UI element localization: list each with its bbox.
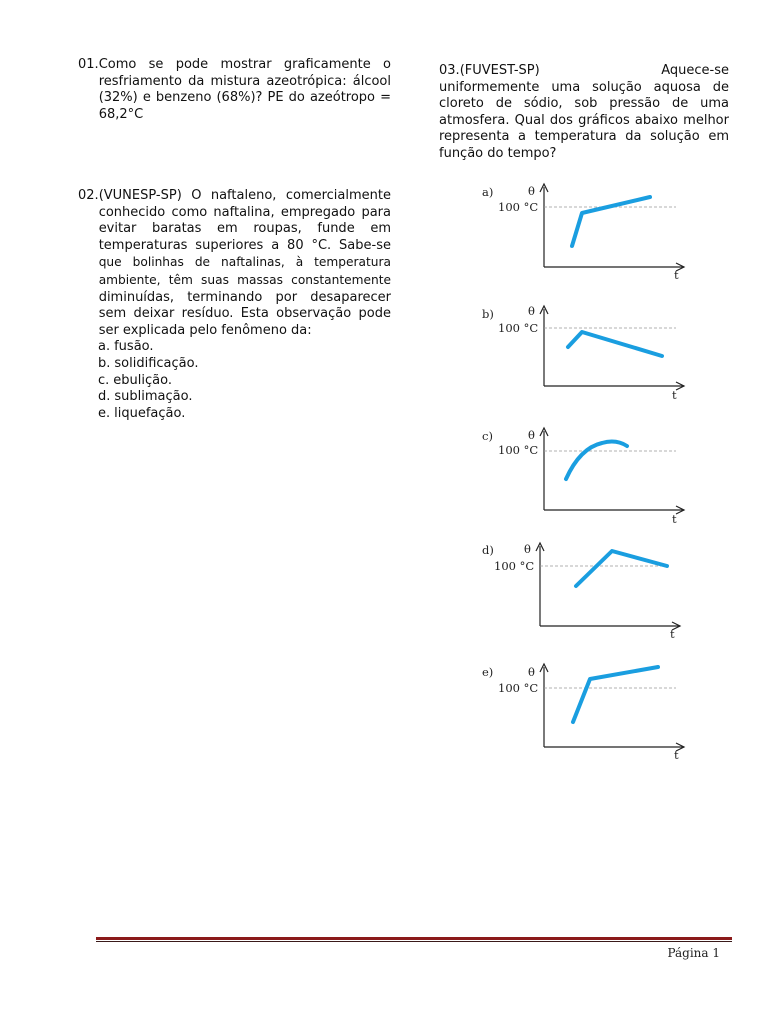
graph-label: c) — [482, 429, 493, 443]
x-axis-label: t — [670, 627, 675, 641]
question-03-text: uniformemente uma solução aquosa de cloreto de sódio, sob pressão de uma atmosfera. Qual dos gráficos abaixo melhor representa a temperatura da solução em função do tempo? — [439, 79, 729, 161]
graph-b — [478, 304, 708, 404]
option-text: fusão. — [114, 339, 154, 355]
option-letter: b. — [98, 355, 111, 371]
temperature-curve — [566, 442, 627, 479]
option-text: ebulição. — [113, 372, 172, 388]
question-01 — [78, 57, 391, 123]
question-02-text-part-3: diminuídas, terminando por desaparecer sem deixar resíduo. Esta observação pode ser explicada pelo fenômeno da: — [98, 289, 391, 338]
y-axis-label: θ — [524, 542, 531, 556]
temperature-curve — [573, 667, 658, 722]
question-03-source: (FUVEST-SP) — [459, 63, 540, 78]
page-number: Página 1 — [667, 946, 720, 960]
reference-label: 100 °C — [498, 443, 539, 457]
graph-label: a) — [482, 185, 494, 199]
question-02-number: 02. — [78, 188, 99, 203]
option-a — [98, 339, 391, 356]
reference-label: 100 °C — [494, 559, 535, 573]
option-letter: c. — [98, 372, 110, 388]
graph-c — [478, 426, 708, 526]
option-letter: d. — [98, 389, 111, 405]
graph-label: d) — [482, 543, 494, 557]
question-03 — [439, 63, 729, 163]
graph-d — [478, 541, 708, 641]
question-02 — [78, 188, 391, 422]
question-02-text-part-1: (VUNESP-SP) O naftaleno, comercialmente conhecido como naftalina, empregado para evitar baratas em roupas, funde em temperaturas superiores a 80 °C. Sabe-se — [98, 188, 391, 253]
option-e — [98, 406, 391, 423]
question-03-number: 03. — [439, 63, 460, 78]
x-axis-label: t — [672, 512, 677, 526]
option-letter: e. — [98, 405, 111, 421]
option-b — [98, 356, 391, 373]
x-axis-label: t — [672, 388, 677, 402]
graph-label: b) — [482, 307, 494, 321]
option-c — [98, 373, 391, 390]
question-02-text-part-2: que bolinhas de naftalinas, à temperatura ambiente, têm suas massas constantemente — [98, 255, 391, 287]
reference-label: 100 °C — [498, 321, 539, 335]
question-02-options — [78, 339, 391, 422]
reference-label: 100 °C — [498, 200, 539, 214]
question-02-text — [99, 188, 391, 339]
footer-divider — [96, 937, 732, 943]
option-letter: a. — [98, 339, 111, 355]
y-axis-label: θ — [528, 665, 535, 679]
y-axis-label: θ — [528, 428, 535, 442]
graph-a — [478, 182, 708, 282]
temperature-curve — [568, 332, 662, 356]
option-text: liquefação. — [114, 405, 186, 421]
y-axis-label: θ — [528, 304, 535, 318]
question-03-number-source — [439, 63, 540, 80]
question-03-lead: Aquece-se — [661, 63, 729, 78]
x-axis-label: t — [674, 748, 679, 762]
question-03-heading — [439, 63, 729, 80]
question-01-number: 01. — [78, 57, 99, 72]
graph-e — [478, 662, 708, 762]
temperature-curve — [572, 197, 650, 246]
y-axis-label: θ — [528, 184, 535, 198]
option-d — [98, 389, 391, 406]
temperature-curve — [576, 551, 667, 586]
graph-label: e) — [482, 665, 494, 679]
option-text: solidificação. — [114, 355, 199, 371]
question-01-text: Como se pode mostrar graficamente o resfriamento da mistura azeotrópica: álcool (32%) e benzeno (68%)? PE do azeótropo = 68,2°C — [98, 57, 391, 122]
option-text: sublimação. — [114, 389, 193, 405]
reference-label: 100 °C — [498, 681, 539, 695]
x-axis-label: t — [674, 268, 679, 282]
